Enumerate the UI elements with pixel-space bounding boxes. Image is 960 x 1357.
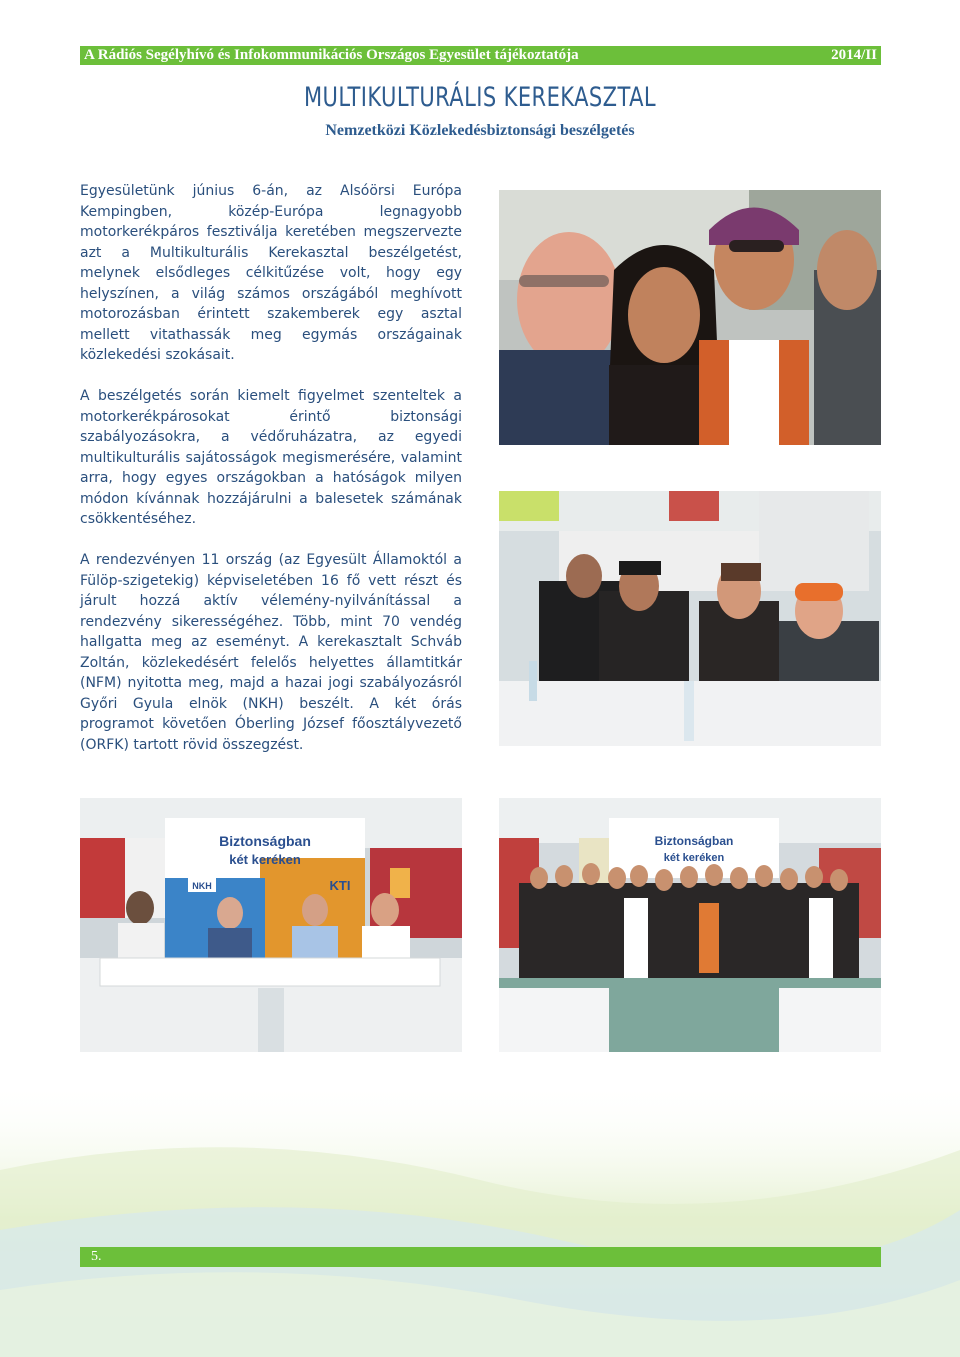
article-body [80, 181, 462, 776]
kti-logo: KTI [329, 878, 351, 893]
decorative-wave-background [0, 1080, 960, 1357]
page-subtitle: Nemzetközi Közlekedésbiztonsági beszélgetés [325, 122, 635, 139]
photo-participants-closeup [499, 190, 881, 445]
issue-number: 2014/II [831, 47, 877, 63]
nkh-logo: NKH [192, 881, 212, 891]
banner-line-1: Biztonságban [219, 833, 311, 849]
paragraph-2: A beszélgetés során kiemelt figyelmet szenteltek a motorkerékpárosokat érintő biztonsági szabályozásokra, a védőruházatra, az egyedi multikulturális sajátosságok megismerésére, valamint arra, hogy egyes országokban a hatóságok milyen módon kívánnak hozzájárulni a balesetek számának csökkentéséhez. [80, 388, 462, 527]
page-title: MULTIKULTURÁLIS KEREKASZTAL [303, 82, 657, 113]
banner-line-1: Biztonságban [654, 834, 734, 848]
banner-line-2: két keréken [663, 852, 725, 864]
photo-group [499, 798, 881, 1052]
footer-bar [80, 1247, 881, 1267]
photo-bikers-at-table [499, 491, 881, 746]
banner-line-2: két keréken [229, 852, 301, 867]
page-number: 5. [91, 1249, 102, 1264]
header-bar [80, 46, 881, 65]
publication-name: A Rádiós Segélyhívó és Infokommunikációs Országos Egyesület tájékoztatója [84, 47, 579, 63]
photo-panel-speakers [80, 798, 462, 1052]
paragraph-3: A rendezvényen 11 ország (az Egyesült Államoktól a Fülöp-szigetekig) képviseletében 16 fő vett részt és járult hozzá aktív vélemény-nyilvánítással a rendezvény sikerességéhez. Több, mint 70 vendég hallgatta meg az eseményt. A kerekasztalt Schváb Zoltán, közlekedésért felelős helyettes államtitkár (NFM) nyitotta meg, majd a hazai jogi szabályozásról Győri Gyula elnök (NKH) beszélt. A két órás programot követően Óberling József főosztályvezető (ORFK) tartott rövid összegzést. [80, 552, 462, 753]
paragraph-1: Egyesületünk június 6-án, az Alsóörsi Európa Kempingben, közép-Európa legnagyobb motorkerékpáros fesztiválja keretében megszervezte azt a Multikulturális Kerekasztal beszélgetést, melynek elsődleges célkitűzése volt, hogy egy helyszínen, a világ számos országából meghívott motorozásban érintett szakemberek egy asztal mellett vitathassák meg egymás országainak közlekedési szokásait. [80, 183, 462, 363]
